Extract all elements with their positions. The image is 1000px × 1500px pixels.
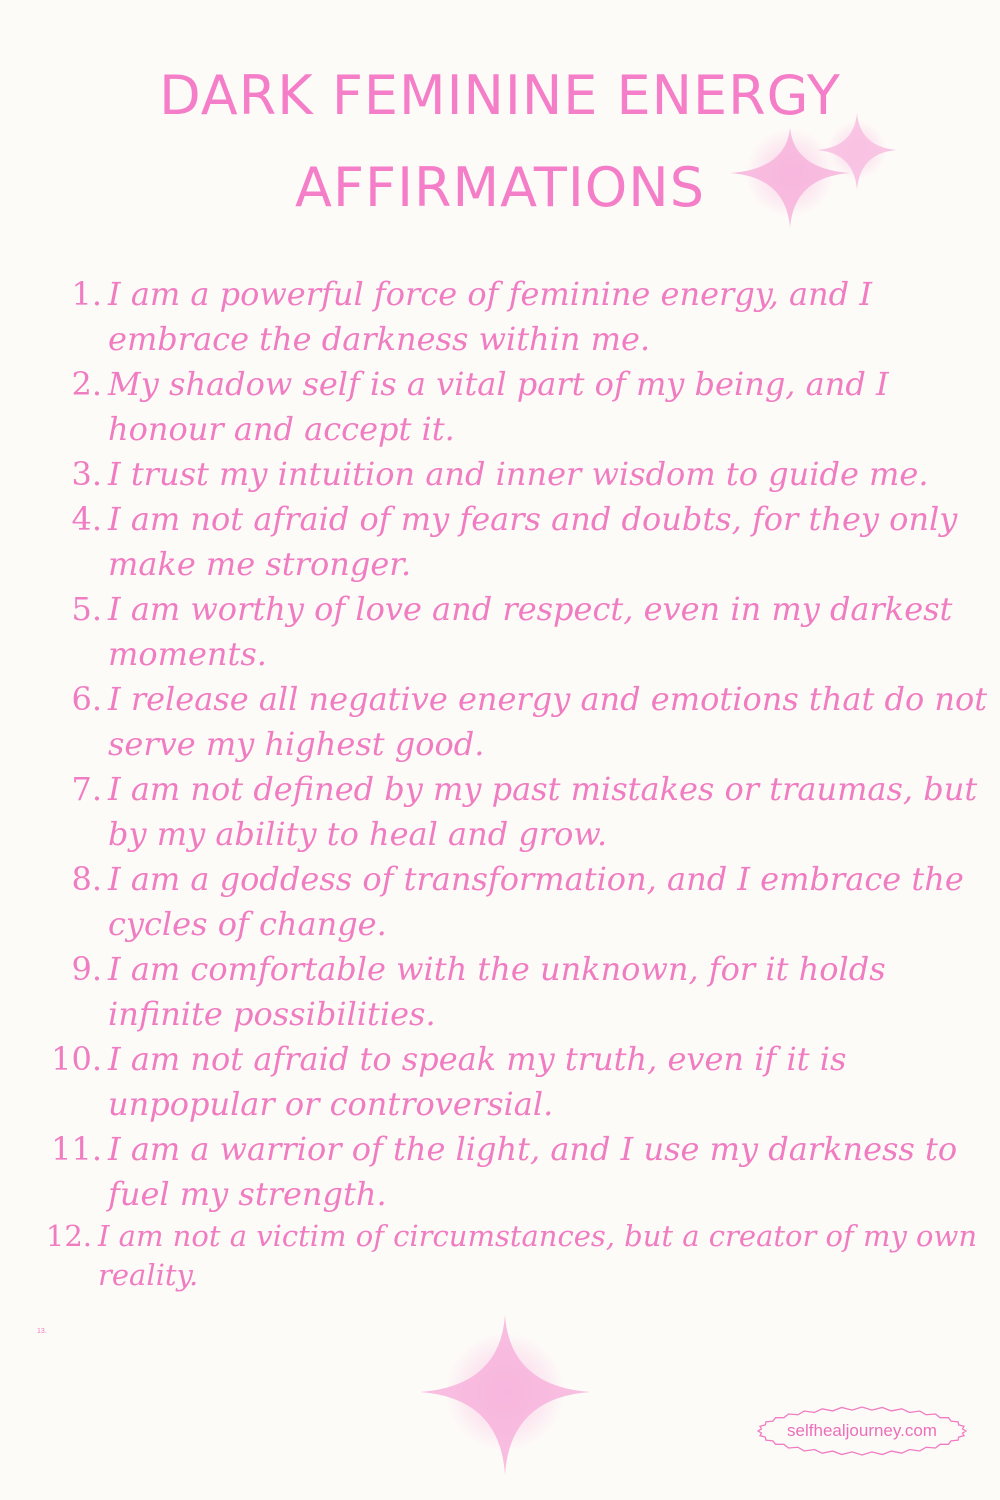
- item-number: 8.: [71, 860, 102, 898]
- item-text: I am a warrior of the light, and I use my darkness to fuel my strength.: [108, 1130, 958, 1213]
- list-item: [0, 1127, 1000, 1217]
- item-text: I am not defined by my past mistakes or traumas, but by my ability to heal and grow.: [108, 770, 978, 853]
- list-item: [0, 362, 1000, 452]
- list-item: [0, 587, 1000, 677]
- affirmations-list: [0, 272, 1000, 1295]
- item-number: 10.: [51, 1040, 102, 1078]
- item-text: I am a powerful force of feminine energy, and I embrace the darkness within me.: [108, 275, 872, 358]
- item-number: 12.: [45, 1219, 92, 1253]
- list-item: [0, 452, 1000, 497]
- website-label: selfhealjourney.com: [787, 1421, 937, 1440]
- item-number: 9.: [71, 950, 102, 988]
- list-item: [0, 677, 1000, 767]
- item-number: 2.: [71, 365, 102, 403]
- list-item: [0, 272, 1000, 362]
- item-text: I am not afraid to speak my truth, even if it is unpopular or controversial.: [108, 1040, 847, 1123]
- item-text: I am comfortable with the unknown, for it holds infinite possibilities.: [108, 950, 886, 1033]
- title-line-2: AFFIRMATIONS: [295, 156, 705, 219]
- sparkle-icon: [812, 108, 902, 198]
- item-text: I am a goddess of transformation, and I embrace the cycles of change.: [108, 860, 964, 943]
- item-number: 3.: [71, 455, 102, 493]
- title-line-1: DARK FEMININE ENERGY: [159, 64, 841, 127]
- item-number: 1.: [71, 275, 102, 313]
- item-text: I trust my intuition and inner wisdom to guide me.: [108, 455, 929, 493]
- trailing-number: 13.: [37, 1328, 47, 1335]
- item-text: I am worthy of love and respect, even in my darkest moments.: [108, 590, 953, 673]
- item-number: 7.: [71, 770, 102, 808]
- item-number: 11.: [51, 1130, 102, 1168]
- item-number: 6.: [71, 680, 102, 718]
- item-number: 4.: [71, 500, 102, 538]
- list-item: [0, 767, 1000, 857]
- item-number: 5.: [71, 590, 102, 628]
- list-item: [0, 497, 1000, 587]
- item-text: I am not a victim of circumstances, but a creator of my own reality.: [98, 1219, 978, 1292]
- list-item: [0, 1037, 1000, 1127]
- item-text: I release all negative energy and emotions that do not serve my highest good.: [108, 680, 988, 763]
- list-item: [0, 857, 1000, 947]
- item-text: I am not afraid of my fears and doubts, for they only make me stronger.: [108, 500, 958, 583]
- list-item: [0, 947, 1000, 1037]
- item-text: My shadow self is a vital part of my being, and I honour and accept it.: [108, 365, 889, 448]
- sparkle-icon: [415, 1310, 595, 1480]
- website-badge: [752, 1402, 972, 1460]
- list-item: [0, 1217, 1000, 1295]
